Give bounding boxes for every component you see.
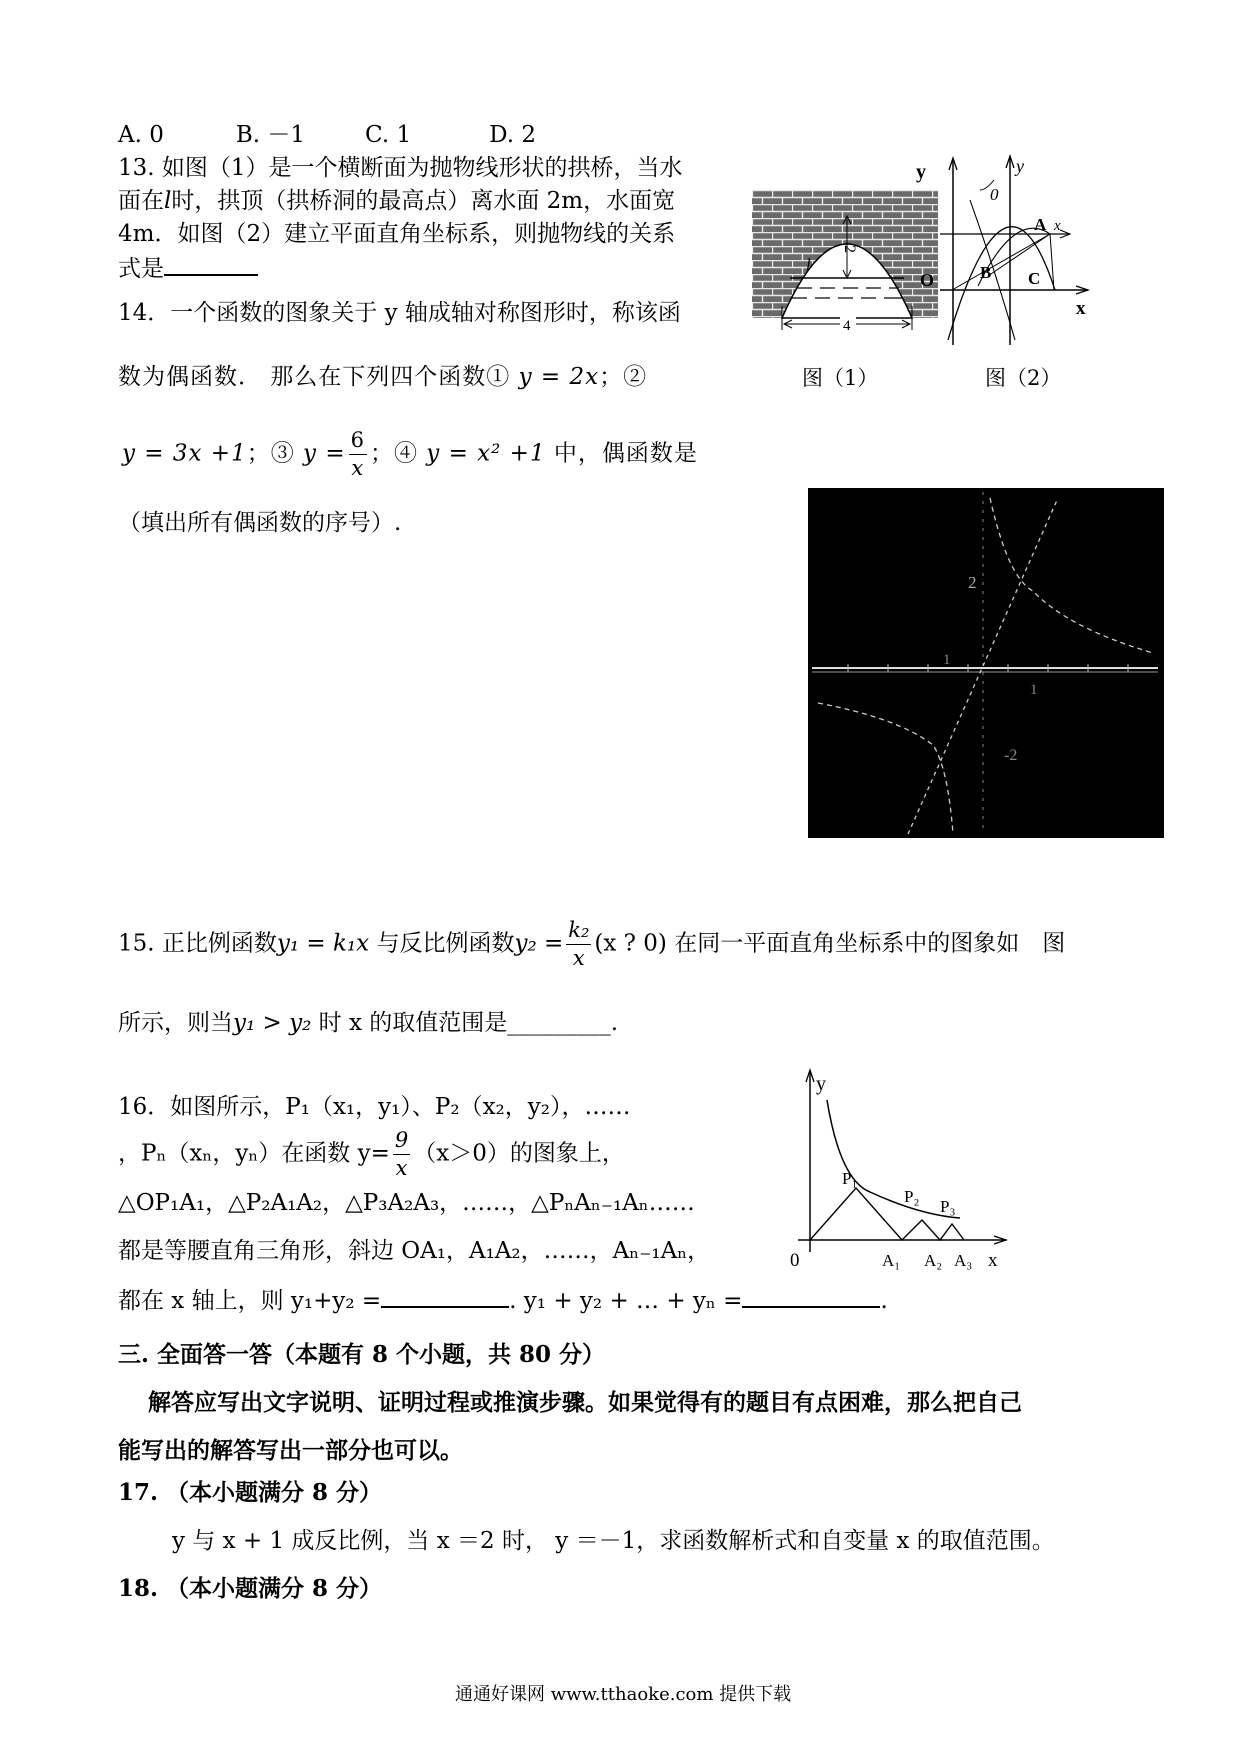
fig3-y-label: y <box>816 1073 826 1095</box>
fig3-a3-label: A₃ <box>954 1251 973 1270</box>
q13-answer-blank <box>164 252 258 276</box>
q17-title: 17. （本小题满分 8 分） <box>118 1479 383 1506</box>
q12-options: A. 0 B. －1 C. 1 D. 2 <box>118 122 536 148</box>
q15-line1: 15. 正比例函数y₁ = k₁x 与反比例函数y₂ = $\frac{\text{k₂}}{x}$ (x ? 0) 在同一平面直角坐标系中的图象如 图 <box>118 918 1066 970</box>
fig3-origin-label: 0 <box>790 1250 800 1271</box>
fig2-point-c-label: C <box>1028 269 1041 288</box>
figure-2-coordinate-sketch <box>900 150 1100 350</box>
function-graph-image <box>808 488 1164 838</box>
figure-1-caption: 图（1） <box>802 366 879 390</box>
q15-line2: 所示，则当y₁ > y₂ 时 x 的取值范围是_________. <box>118 1010 619 1036</box>
q14-function-1: y = 2x <box>518 364 600 390</box>
q13-line2: 面在l时，拱顶（拱桥洞的最高点）离水面 2m，水面宽 <box>118 188 676 214</box>
q16-answer-blank-1 <box>381 1284 509 1308</box>
fig3-x-label: x <box>988 1250 998 1271</box>
figure-2-caption: 图（2） <box>985 366 1062 390</box>
fig2-origin-top-label: 0 <box>990 185 999 204</box>
fig1-height-label: 2 <box>841 245 858 253</box>
fig2-y-left-label: y <box>916 161 926 183</box>
fig2-x-small-label: x <box>1054 218 1061 234</box>
q16-answer-blank-2 <box>742 1284 880 1308</box>
fig2-point-b-label: B <box>980 263 992 282</box>
q14-line1: 14．一个函数的图象关于 y 轴成轴对称图形时，称该函 <box>118 300 681 326</box>
graph-tick-1: 1 <box>943 652 951 668</box>
section-3-intro-line2: 能写出的解答写出一部分也可以。 <box>118 1437 463 1464</box>
q16-fraction: $\frac{9}{x}$ <box>394 1128 409 1180</box>
q16-line3: △OP₁A₁，△P₂A₁A₂，△P₃A₂A₃，……，△PₙAₙ₋₁Aₙ…… <box>118 1190 695 1216</box>
q14-function-3-fraction: $\frac{6}{x}$ <box>350 428 365 480</box>
q16-line4: 都是等腰直角三角形，斜边 OA₁，A₁A₂，……，Aₙ₋₁Aₙ， <box>118 1238 711 1264</box>
fig2-origin-label: O <box>920 270 935 290</box>
fig3-a2-label: A₂ <box>924 1251 943 1270</box>
fig3-p3-label: P₃ <box>940 1197 956 1216</box>
fig1-width-label: 4 <box>843 318 851 334</box>
graph-tick-minus-2: -2 <box>1004 747 1018 764</box>
figure-3-hyperbola-triangles <box>770 1060 1010 1280</box>
fig1-water-label: l <box>806 255 811 274</box>
q14-line2: 数为偶函数． 那么在下列四个函数① y = 2x；② <box>118 364 648 390</box>
fig3-p2-label: P₂ <box>904 1187 920 1206</box>
q14-line4: （填出所有偶函数的序号）. <box>118 510 402 536</box>
q17-body: y 与 x + 1 成反比例，当 x ＝2 时， y ＝－1，求函数解析式和自变量 x 的取值范围。 <box>172 1528 1055 1554</box>
q18-title: 18. （本小题满分 8 分） <box>118 1575 383 1602</box>
q14-function-2: y = 3x +1 <box>122 440 247 467</box>
q15-fraction: $\frac{\text{k₂}}{x}$ <box>568 918 590 970</box>
q16-line2: ，Pₙ（xₙ，yₙ）在函数 y= $\frac{9}{x}$ （x＞0）的图象上， <box>118 1128 625 1180</box>
page-footer: 通通好课网 www.tthaoke.com 提供下载 <box>455 1684 792 1705</box>
fig3-a1-label: A₁ <box>882 1251 901 1270</box>
q16-line1: 16．如图所示，P₁（x₁，y₁）、P₂（x₂，y₂），…… <box>118 1094 631 1120</box>
q13-line1: 13. 如图（1）是一个横断面为抛物线形状的拱桥，当水 <box>118 155 683 181</box>
fig2-point-a-label: A <box>1034 215 1047 234</box>
fig2-x-label: x <box>1076 298 1086 319</box>
fig2-y-right-label: y <box>1016 156 1024 176</box>
section-3-title: 三. 全面答一答（本题有 8 个小题，共 80 分） <box>118 1341 606 1368</box>
graph-tick-x1: 1 <box>1030 682 1038 698</box>
fig3-p1-label: P₁ <box>842 1169 858 1188</box>
q14-line3: y = 3x +1；③ y = $\frac{6}{x}$ ；④ y = x² +1 中，偶函数是 <box>122 428 698 480</box>
q14-function-4: y = x² +1 <box>426 440 546 467</box>
q13-line4: 式是 <box>118 252 258 284</box>
graph-tick-2: 2 <box>968 573 977 592</box>
q16-line5: 都在 x 轴上，则 y₁+y₂ = . y₁ + y₂ + … + yₙ = . <box>118 1284 888 1316</box>
q13-line3: 4m．如图（2）建立平面直角坐标系，则抛物线的关系 <box>118 221 676 247</box>
section-3-intro-line1: 解答应写出文字说明、证明过程或推演步骤。如果觉得有的题目有点困难，那么把自己 <box>148 1389 1022 1416</box>
